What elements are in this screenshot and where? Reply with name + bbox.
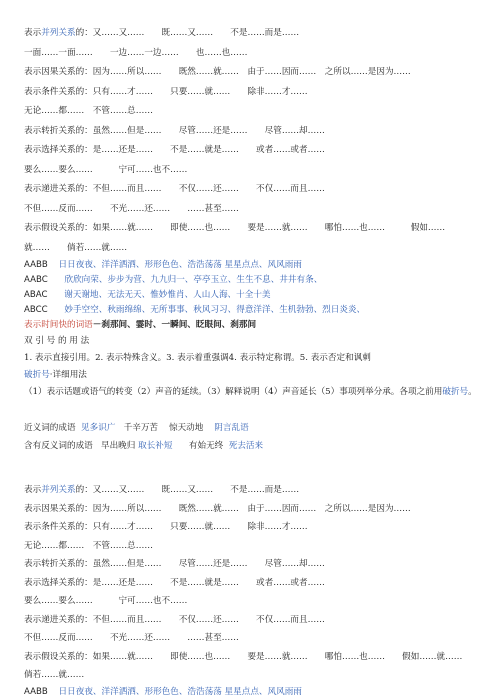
text-line: 无论……都…… 不管……总…… [24, 106, 153, 116]
text-span: 的：又……又…… 既……又…… 不是……而是…… [75, 28, 300, 38]
quotes-usage: 1. 表示直接引用。2. 表示特殊含义。3. 表示着重强调4. 表示特定称谓。5. 表示否定和讽刺 [24, 353, 371, 363]
text-span: （1）表示话题或语气的转变（2）声音的延续。（3）解释说明（4）声音延长（5）事项列举分承。各项之前用 [24, 387, 443, 397]
text-line: 就…… 倘若……就…… [24, 242, 128, 253]
idiom-list[interactable]: 谢天谢地、无法无天、惟妙惟肖、人山人海、十全十美 [64, 290, 271, 300]
text-line: 倘若……就…… [24, 670, 85, 680]
idiom-row [24, 288, 500, 303]
spacer [24, 455, 500, 481]
text-line: 一面……一面…… 一边……一边…… 也……也…… [24, 47, 248, 58]
text-line: 表示选择关系的：是……还是…… 不是……就是…… 或者……或者…… [24, 577, 325, 588]
idiom-list[interactable]: 妙手空空、秋雨绵绵、无所事事、秋风习习、得意洋洋、生机勃勃、烈日炎炎、 [64, 305, 366, 315]
idiom-text: 惊天动地 [168, 423, 204, 433]
text-span: 表示 [24, 485, 42, 495]
idiom-text: 千辛万苦 [123, 423, 159, 433]
idiom-pattern-label: ABCC [24, 305, 48, 315]
near-idioms-line [24, 419, 500, 437]
near-idioms-label: 近义词的成语 [24, 423, 76, 433]
idiom-pattern-label: AABB [24, 686, 48, 697]
opposite-idioms-line [24, 437, 500, 455]
text-span: 的：又……又…… 既……又…… 不是……而是…… [75, 485, 300, 495]
idiom-list[interactable]: 日日夜夜、洋洋洒洒、形形色色、浩浩荡荡 星星点点、风风雨雨 [58, 260, 302, 270]
text-line: 表示条件关系的：只有……才…… 只要……就…… 除非……才…… [24, 522, 308, 532]
idiom-pattern-label: ABAC [24, 290, 48, 300]
text-line [24, 481, 500, 500]
text-line: 无论……都…… 不管……总…… [24, 540, 153, 551]
text-line: 不但……反而…… 不光……还…… ……甚至…… [24, 203, 239, 214]
idiom-text: 有始无终 [188, 441, 224, 451]
dash-heading-line [24, 367, 500, 384]
time-idioms-label: 表示时间快的词语 [24, 320, 93, 330]
text-line [24, 24, 500, 44]
text-line: 表示转折关系的：虽然……但是…… 尽管……还是…… 尽管……却…… [24, 125, 325, 136]
text-line: 表示假设关系的：如果……就…… 即使……也…… 要是……就…… 哪怕……也…… 假如…… [24, 223, 446, 233]
time-idioms-line [24, 318, 500, 333]
idiom-text: 早出晚归 [100, 441, 136, 451]
idiom-link[interactable]: 取长补短 [138, 441, 173, 451]
idiom-pattern-label: AABB [24, 260, 48, 270]
text-line: 表示因果关系的：因为……所以…… 既然……就…… 由于……因而…… 之所以……是因为…… [24, 67, 411, 77]
text-span: 表示 [24, 28, 42, 38]
text-line: 表示假设关系的：如果……就…… 即使……也…… 要是……就…… 哪怕……也…… 假如……就…… [24, 651, 463, 662]
idiom-row [24, 258, 500, 273]
text-span: ·详细用法 [49, 370, 87, 380]
text-line: 要么……要么…… 宁可……也不…… [24, 164, 188, 175]
idiom-link[interactable]: 见多识广 [81, 423, 116, 433]
text-line: 不但……反而…… 不光……还…… ……甚至…… [24, 633, 239, 643]
dash-link[interactable]: 破折号 [24, 370, 50, 380]
keyword-link[interactable]: 并列关系 [41, 485, 76, 495]
text-line: 表示转折关系的：虽然……但是…… 尽管……还是…… 尽管……却…… [24, 559, 325, 569]
text-line: 表示递进关系的：不但……而且…… 不仅……还…… 不仅……而且…… [24, 614, 325, 625]
text-line: 表示因果关系的：因为……所以…… 既然……就…… 由于……因而…… 之所以……是因为…… [24, 503, 411, 514]
text-line: 表示选择关系的：是……还是…… 不是……就是…… 或者……或者…… [24, 145, 325, 155]
idiom-row [24, 273, 500, 288]
dash-link[interactable]: 破折号 [442, 387, 469, 397]
text-span: 。 [468, 387, 477, 397]
idiom-row [24, 685, 500, 700]
quotes-heading: 双 引 号 的 用 法 [24, 336, 90, 346]
time-idioms-list: －刹那间、霎时、一瞬间、眨眼间、刹那间 [92, 320, 257, 330]
text-line: 表示递进关系的：不但……而且…… 不仅……还…… 不仅……而且…… [24, 184, 325, 194]
idiom-row [24, 303, 500, 318]
idiom-link[interactable]: 死去活来 [228, 441, 264, 451]
idiom-list[interactable]: 欣欣向荣、步步为营、九九归一、亭亭玉立、生生不息、井井有条、 [64, 275, 323, 285]
idiom-pattern-label: AABC [24, 275, 48, 285]
idiom-list[interactable]: 日日夜夜、洋洋洒洒、形形色色、浩浩荡荡 星星点点、风风雨雨 [58, 686, 302, 697]
opposite-idioms-label: 含有反义词的成语 [24, 441, 93, 451]
idiom-link[interactable]: 阴言乱语 [214, 423, 249, 433]
keyword-link[interactable]: 并列关系 [41, 28, 76, 38]
text-line: 表示条件关系的：只有……才…… 只要……就…… 除非……才…… [24, 86, 308, 97]
text-line: 要么……要么…… 宁可……也不…… [24, 596, 188, 606]
spacer [24, 401, 500, 419]
dash-usage [24, 384, 500, 401]
